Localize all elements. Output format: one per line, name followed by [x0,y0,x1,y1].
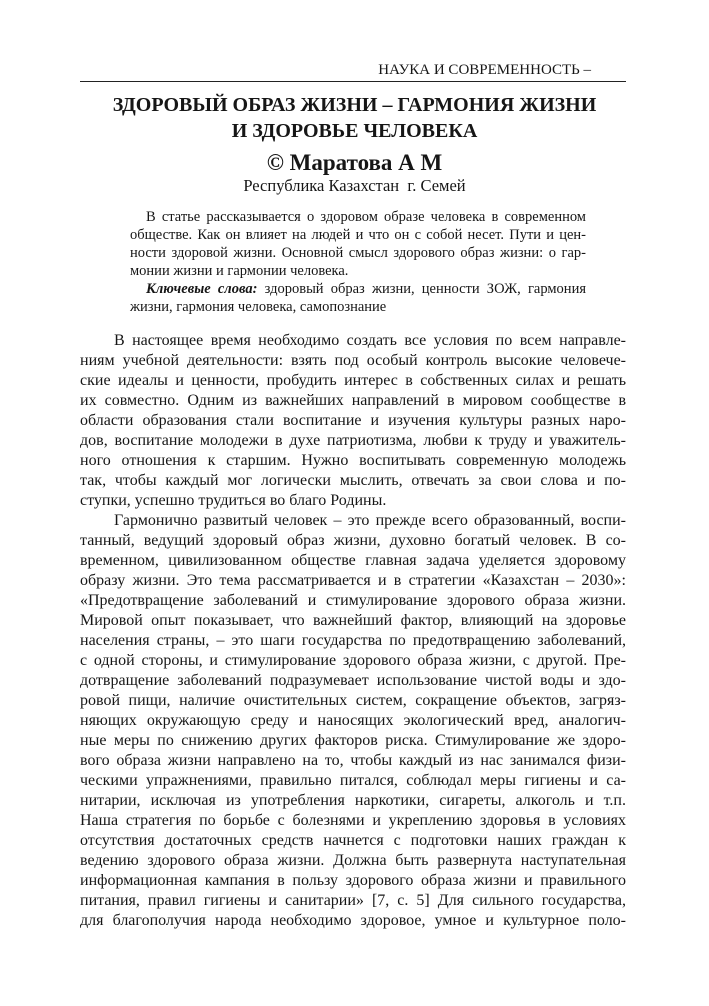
title-line: ЗДОРОВЫЙ ОБРАЗ ЖИЗНИ – ГАРМОНИЯ ЖИЗНИ [112,94,597,116]
body-line: временном, цивилизованном обществе главная задача уделяется здоровому [80,552,626,569]
body-line: ческими упражнениями, правильно питался, соблюдал меры гигиены и са- [80,772,626,789]
body-line: информационная кампания в пользу здорового образа жизни и правильного [80,872,626,889]
article-title [0,92,709,144]
body-line: образу жизни. Это тема рассматривается и в стратегии «Казахстан – 2030»: [80,572,626,589]
title-line: И ЗДОРОВЬЕ ЧЕЛОВЕКА [231,120,478,142]
abstract [130,208,586,316]
abstract-line: В статье рассказывается о здоровом образе человека в современном [146,209,586,225]
body-line: питания, правил гигиены и санитарии» [7, с. 5] Для сильного государства, [80,892,626,909]
body-line: населения страны, – это шаги государства по предотвращению заболеваний, [80,632,626,649]
body-line: «Предотвращение заболеваний и стимулирование здорового образа жизни. [80,592,626,609]
keywords-line [130,280,586,298]
abstract-line: обществе. Как он влияет на людей и что он с собой несет. Пути и цен- [130,227,586,243]
body-line: дов, воспитание молодежи в духе патриотизма, любви к труду и уважитель- [80,432,626,449]
abstract-line: монии жизни и гармонии человека. [130,263,349,279]
header-rule [80,81,626,82]
author-affiliation: Республика Казахстан г. Семей [243,176,466,195]
keywords-line: жизни, гармония человека, самопознание [130,299,387,315]
keywords-label: Ключевые слова: [146,281,258,297]
body-line: ступки, успешно трудиться во благо Родины. [80,492,387,509]
body-line: танный, ведущий здоровый образ жизни, духовно богатый человек. В со- [80,532,626,549]
body-line: так, чтобы каждый мог логически мыслить, отвечать за свои слова и по- [80,472,626,489]
article-body [80,331,626,931]
running-head: НАУКА И СОВРЕМЕННОСТЬ – [378,62,591,78]
body-line: области образования стали воспитание и изучения культуры разных наро- [80,412,626,429]
body-line: Наша стратегия по борьбе с болезнями и укреплению здоровья в условиях [80,812,626,829]
body-line: ные меры по снижению других факторов риска. Стимулирование же здоро- [80,732,626,749]
body-line: ровой пищи, наличие очистительных систем, сокращение объектов, загряз- [80,692,626,709]
body-line: с одной стороны, и стимулирование здорового образа жизни, с другой. Пре- [80,652,626,669]
body-line: ного отношения к старшим. Нужно воспитывать современную молодежь [80,452,626,469]
body-line: Гармонично развитый человек – это прежде всего образованный, воспи- [114,512,626,529]
body-line: вого образа жизни направлено на то, чтобы каждый из нас занимался физи- [80,752,626,769]
body-line: нитарии, исключая из употребления наркотики, сигареты, алкоголь и т.п. [80,792,626,809]
body-line: отсутствия достаточных средств начнется с подготовки наших граждан к [80,832,626,849]
body-line: их совместно. Одним из важнейших направлений в мировом сообществе в [80,392,626,409]
abstract-line: ности здоровой жизни. Основной смысл здорового образ жизни: о гар- [130,245,586,261]
body-line: ниям учебной деятельности: взять под особый контроль высокие человече- [80,352,626,369]
body-line: дотвращение заболеваний подразумевает использование чистой воды и здо- [80,672,626,689]
body-line: няющих окружающую среду и наносящих экологический вред, аналогич- [80,712,626,729]
body-line: ские идеалы и ценности, пробудить интерес в собственных силах и решать [80,372,626,389]
body-line: ведению здорового образа жизни. Должна быть развернута наступательная [80,852,626,869]
author-name: © Маратова А М [266,150,443,175]
body-line: В настоящее время необходимо создать все условия по всем направле- [114,332,626,349]
body-line: для благополучия народа необходимо здоровое, умное и культурное поло- [80,912,626,929]
keywords-text: здоровый образ жизни, ценности ЗОЖ, гармония [264,281,586,297]
body-line: Мировой опыт показывает, что важнейший фактор, влияющий на здоровье [80,612,626,629]
